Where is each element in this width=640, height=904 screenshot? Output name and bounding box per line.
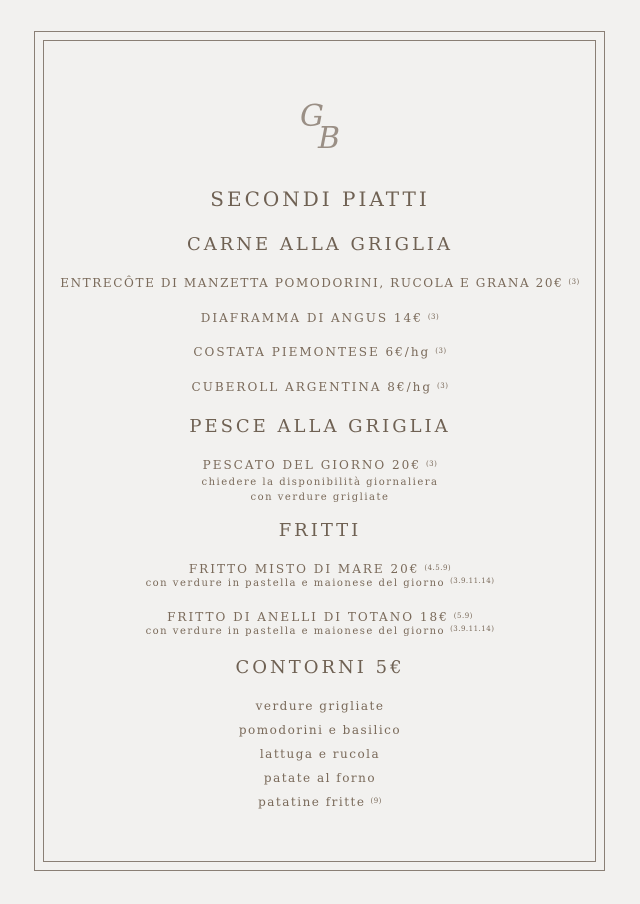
item-name: CUBEROLL ARGENTINA 8€/hg [191, 380, 433, 394]
item-name: ENTRECÔTE DI MANZETTA POMODORINI, RUCOLA E GRANA 20€ [60, 276, 564, 290]
side-dish [0, 723, 640, 737]
menu-item [0, 610, 640, 624]
note-text: con verdure in pastella e maionese del giorno [145, 578, 446, 589]
item-name: FRITTO DI ANELLI DI TOTANO 18€ [167, 610, 449, 624]
section-heading-carne: CARNE ALLA GRIGLIA [186, 234, 454, 255]
section-heading-fritti: FRITTI [278, 520, 362, 541]
item-note: chiedere la disponibilità giornaliera [201, 477, 439, 488]
menu-item [0, 276, 640, 290]
item-name: lattuga e rucola [259, 747, 381, 761]
svg-text:B: B [318, 121, 341, 156]
menu-item [0, 311, 640, 325]
menu-item [0, 458, 640, 472]
item-note [0, 625, 640, 637]
side-dish [0, 795, 640, 809]
menu-item [0, 345, 640, 359]
allergen-codes: (3) [425, 460, 438, 468]
allergen-codes: (5.9) [453, 612, 473, 620]
section-heading-contorni: CONTORNI 5€ [235, 657, 405, 678]
svg-text:G: G [300, 99, 324, 134]
side-dish [0, 699, 640, 713]
inner-border [43, 40, 596, 862]
allergen-codes: (3) [427, 313, 440, 321]
side-dish [0, 747, 640, 761]
item-note: con verdure grigliate [250, 492, 390, 503]
item-name: verdure grigliate [255, 699, 385, 713]
item-name: patate al forno [263, 771, 377, 785]
allergen-codes: (3) [435, 347, 447, 355]
allergen-codes: (4.5.9) [424, 564, 452, 572]
allergen-codes: (9) [370, 797, 382, 805]
menu-title: SECONDI PIATTI [210, 187, 430, 211]
allergen-codes: (3) [568, 278, 580, 286]
menu-item [0, 380, 640, 394]
monogram-logo [292, 96, 356, 160]
item-name: pomodorini e basilico [238, 723, 402, 737]
item-name: PESCATO DEL GIORNO 20€ [202, 458, 421, 472]
allergen-codes: (3.9.11.14) [450, 577, 495, 585]
allergen-codes: (3) [437, 382, 449, 390]
allergen-codes: (3.9.11.14) [450, 625, 495, 633]
item-name: patatine fritte [258, 795, 366, 809]
section-heading-pesce: PESCE ALLA GRIGLIA [189, 416, 451, 437]
menu-item [0, 562, 640, 576]
item-name: COSTATA PIEMONTESE 6€/hg [193, 345, 431, 359]
side-dish [0, 771, 640, 785]
note-text: con verdure in pastella e maionese del giorno [145, 626, 446, 637]
item-note [0, 577, 640, 589]
item-name: FRITTO MISTO DI MARE 20€ [188, 562, 420, 576]
item-name: DIAFRAMMA DI ANGUS 14€ [200, 311, 423, 325]
